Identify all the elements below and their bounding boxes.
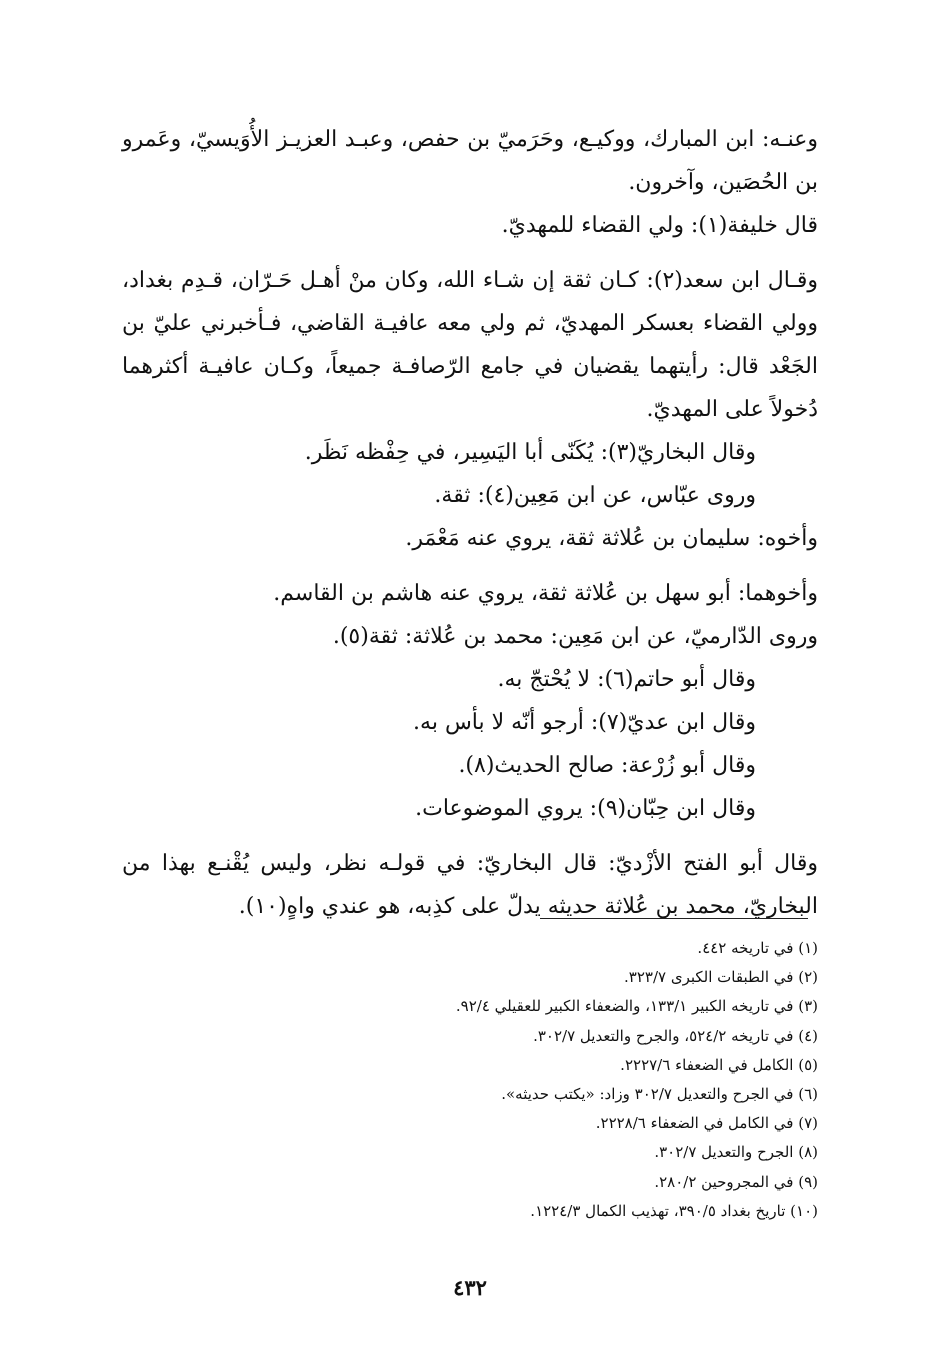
paragraph-ibn-adi: وقال ابن عديّ(٧): أرجو أنّه لا بأس به.: [413, 710, 756, 735]
paragraph-khalifa: قال خليفة(١): ولي القضاء للمهديّ.: [501, 213, 818, 238]
paragraph-azdi: وقال أبو الفتح الأزْديّ: قال البخاريّ: في قولـه نظر، وليس يُقْنـع بهذا من البخاريّ، محمد بن عُلاثة حديثه يدلّ على كذِبه، هو عندي واهٍ(١٠).: [122, 851, 818, 919]
paragraph-darimi: وروى الدّارميّ، عن ابن مَعِين: محمد بن عُلاثة: ثقة(٥).: [332, 624, 818, 649]
main-text: [122, 118, 818, 928]
paragraph-ibn-hibban: وقال ابن حِبّان(٩): يروي الموضوعات.: [415, 796, 756, 821]
footnote-4: (٤) في تاريخه ٥٢٤/٢، والجرح والتعديل ٣٠٢/٧.: [533, 1026, 818, 1045]
footnote-10: (١٠) تاريخ بغداد ٣٩٠/٥، تهذيب الكمال ١٢٢٤/٣.: [530, 1201, 818, 1220]
paragraph-bukhari: وقال البخاريّ(٣): يُكَنّى أبا اليَسِير، في حِفْظه نَظَر.: [304, 440, 756, 465]
footnote-5: (٥) الكامل في الضعفاء ٢٢٢٧/٦.: [620, 1055, 818, 1074]
footnote-3: (٣) في تاريخه الكبير ١٣٣/١، والضعفاء الكبير للعقيلي ٩٢/٤.: [455, 997, 818, 1016]
paragraph-brothers: وأخوهما: أبو سهل بن عُلاثة ثقة، يروي عنه هاشم بن القاسم.: [273, 581, 818, 606]
footnotes: [122, 934, 818, 1226]
footnote-divider: [540, 918, 808, 919]
paragraph-narrators: وعنـه: ابن المبارك، ووكيـع، وحَرَميّ بن حفص، وعبـد العزيـز الأُوَيسيّ، وعَمرو بن الحُصَين، وآخرون.: [122, 127, 818, 195]
paragraph-abu-zura: وقال أبو زُرْعة: صالح الحديث(٨).: [458, 753, 756, 778]
footnote-7: (٧) في الكامل في الضعفاء ٢٢٢٨/٦.: [595, 1114, 818, 1133]
footnote-8: (٨) الجرح والتعديل ٣٠٢/٧.: [654, 1143, 818, 1162]
paragraph-abu-hatim: وقال أبو حاتم(٦): لا يُحْتجّ به.: [497, 667, 756, 692]
paragraph-abbas: وروى عبّاس، عن ابن مَعِين(٤): ثقة.: [434, 483, 756, 508]
page-number: ٤٣٢: [453, 1275, 487, 1300]
footnote-6: (٦) في الجرح والتعديل ٣٠٢/٧ وزاد: «يكتب حديثه».: [501, 1085, 818, 1104]
paragraph-brother: وأخوه: سليمان بن عُلاثة ثقة، يروي عنه مَعْمَر.: [405, 526, 818, 551]
paragraph-ibn-saad: وقـال ابن سعد(٢): كـان ثقة إن شـاء الله، وكان منْ أهـل حَـرّان، قـدِم بغداد، وولي القضاء بعسكر المهديّ، ثم ولي معه عافيـة القاضي، فـأخبرني عليّ بن الجَعْد قال: رأيتهما يقضيان في جامع الرّصافـة جميعاً، وكـان عافيـة أكثرهما دُخولاً على المهديّ.: [122, 268, 818, 422]
footnote-2: (٢) في الطبقات الكبرى ٣٢٣/٧.: [624, 968, 818, 987]
footnote-9: (٩) في المجروحين ٢٨٠/٢.: [654, 1172, 818, 1191]
footnote-1: (١) في تاريخه ٤٤٢.: [697, 939, 818, 957]
